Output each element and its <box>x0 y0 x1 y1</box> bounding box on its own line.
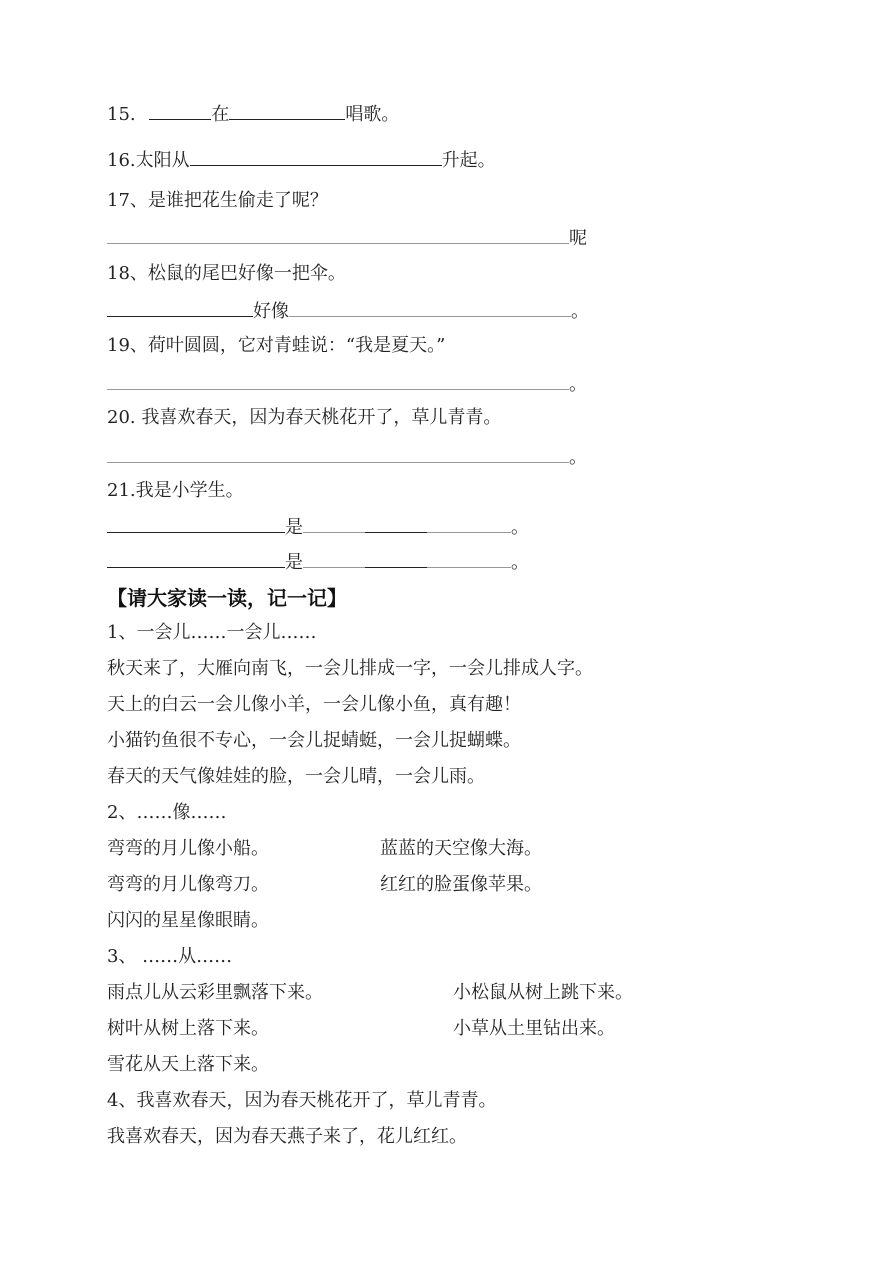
pattern-3-row-3: 雪花从天上落下来。 <box>107 1054 269 1075</box>
answer-blank[interactable] <box>107 225 569 244</box>
pattern-1-line-1: 秋天来了，大雁向南飞，一会儿排成一字，一会儿排成人字。 <box>107 658 593 679</box>
exercise-19-question: 19、荷叶圆圆，它对青蛙说：“我是夏天。” <box>107 335 446 356</box>
exercise-15-word2: 唱歌。 <box>345 104 400 125</box>
pattern-1-line-2: 天上的白云一会儿像小羊，一会儿像小鱼，真有趣！ <box>107 694 521 715</box>
exercise-18-mid: 好像 <box>253 301 289 322</box>
answer-blank[interactable] <box>427 514 511 533</box>
exercise-16 <box>107 147 496 171</box>
exercise-20-answer <box>107 444 587 468</box>
answer-blank[interactable] <box>190 147 442 166</box>
exercise-15-word1: 在 <box>211 104 230 125</box>
exercise-21-end: 。 <box>511 517 529 538</box>
pattern-4-line: 我喜欢春天，因为春天燕子来了，花儿红红。 <box>107 1126 467 1147</box>
exercise-21-mid: 是 <box>285 517 303 538</box>
exercise-17-answer <box>107 225 587 249</box>
pattern-2-title: 2、……像…… <box>107 802 227 823</box>
exercise-16-suffix: 升起。 <box>441 150 496 171</box>
pattern-3-row-2-left: 树叶从树上落下来。 <box>107 1018 269 1039</box>
answer-blank[interactable] <box>303 514 365 533</box>
answer-blank[interactable] <box>107 444 569 463</box>
pattern-2-row-2-right: 红红的脸蛋像苹果。 <box>380 874 542 895</box>
pattern-3-title: 3、 ……从…… <box>107 946 233 967</box>
pattern-3-row-2-right: 小草从土里钻出来。 <box>453 1018 615 1039</box>
pattern-3-row-1-left: 雨点儿从云彩里飘落下来。 <box>107 982 323 1003</box>
exercise-21-end: 。 <box>511 552 529 573</box>
exercise-21-answer-1 <box>107 514 529 538</box>
answer-blank[interactable] <box>107 298 253 317</box>
pattern-1-line-3: 小猫钓鱼很不专心，一会儿捉蜻蜓，一会儿捉蝴蝶。 <box>107 730 521 751</box>
exercise-15 <box>107 101 399 125</box>
answer-blank[interactable] <box>303 549 365 568</box>
section-heading: 【请大家读一读，记一记】 <box>107 586 347 610</box>
exercise-21-mid: 是 <box>285 552 303 573</box>
answer-blank[interactable] <box>107 371 569 390</box>
exercise-17-answer-end: 呢 <box>569 228 587 249</box>
exercise-15-number: 15. <box>107 104 136 125</box>
answer-blank[interactable] <box>107 549 285 568</box>
pattern-2-row-3: 闪闪的星星像眼睛。 <box>107 910 269 931</box>
answer-blank[interactable] <box>365 514 427 533</box>
exercise-17-question: 17、是谁把花生偷走了呢？ <box>107 190 328 211</box>
pattern-3-row-1-right: 小松鼠从树上跳下来。 <box>453 982 633 1003</box>
exercise-19-answer <box>107 371 587 395</box>
exercise-20-question: 20. 我喜欢春天，因为春天桃花开了，草儿青青。 <box>107 407 502 428</box>
exercise-18-end: 。 <box>571 301 589 322</box>
answer-blank[interactable] <box>427 549 511 568</box>
answer-blank[interactable] <box>365 549 427 568</box>
answer-blank[interactable] <box>229 101 345 120</box>
answer-blank[interactable] <box>149 101 211 120</box>
answer-blank[interactable] <box>289 298 571 317</box>
pattern-1-title: 1、一会儿……一会儿…… <box>107 622 317 643</box>
pattern-2-row-1-right: 蓝蓝的天空像大海。 <box>380 838 542 859</box>
exercise-18-question: 18、松鼠的尾巴好像一把伞。 <box>107 263 346 284</box>
exercise-19-end: 。 <box>569 374 587 395</box>
exercise-18-answer <box>107 298 589 322</box>
pattern-1-line-4: 春天的天气像娃娃的脸，一会儿晴，一会儿雨。 <box>107 766 485 787</box>
pattern-2-row-2-left: 弯弯的月儿像弯刀。 <box>107 874 269 895</box>
exercise-20-end: 。 <box>569 447 587 468</box>
exercise-16-prefix: 16.太阳从 <box>107 150 190 171</box>
answer-blank[interactable] <box>107 514 285 533</box>
pattern-2-row-1-left: 弯弯的月儿像小船。 <box>107 838 269 859</box>
exercise-21-question: 21.我是小学生。 <box>107 480 244 501</box>
exercise-21-answer-2 <box>107 549 529 573</box>
pattern-4-title: 4、我喜欢春天，因为春天桃花开了，草儿青青。 <box>107 1090 497 1111</box>
